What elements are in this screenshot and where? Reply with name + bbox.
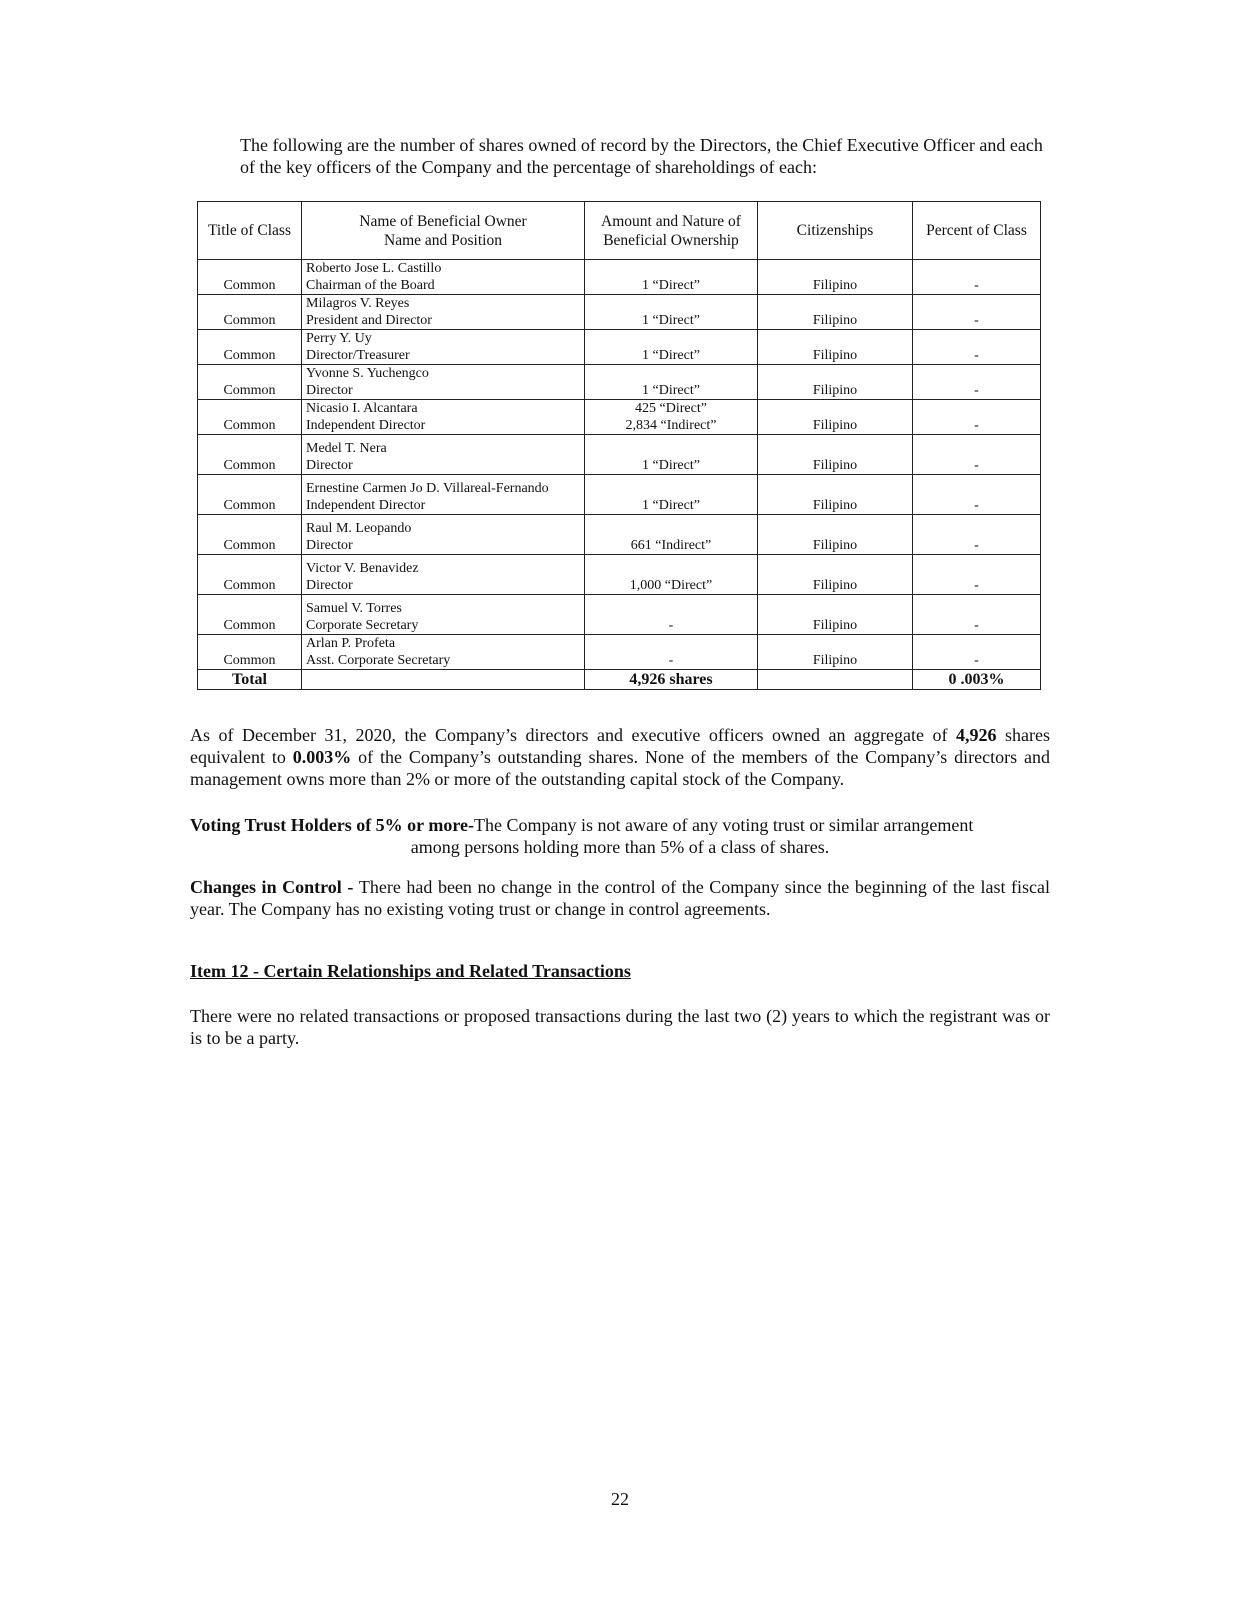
- citizenship-cell: Filipino: [758, 595, 913, 635]
- amount-indirect: 2,834 “Indirect”: [625, 418, 717, 433]
- amount-direct: 425 “Direct”: [635, 401, 707, 416]
- percent-cell: -: [913, 365, 1041, 400]
- percent-cell: -: [913, 515, 1041, 555]
- voting-trust-line2: among persons holding more than 5% of a class of shares.: [410, 837, 830, 857]
- amount-cell: 1,000 “Direct”: [585, 555, 758, 595]
- total-percent: 0 .003%: [913, 670, 1041, 690]
- header-name-line2: Name and Position: [384, 231, 502, 249]
- owner-name: Arlan P. Profeta: [306, 636, 396, 651]
- total-row: [198, 670, 1041, 690]
- amount-cell: 1 “Direct”: [585, 435, 758, 475]
- owner-cell: [302, 635, 585, 670]
- owner-cell: [302, 365, 585, 400]
- owner-name: Perry Y. Uy: [306, 331, 372, 346]
- table-row: [198, 260, 1041, 295]
- aggregate-text-2: shares equivalent to: [190, 725, 1051, 767]
- owner-cell: [302, 330, 585, 365]
- citizenship-cell: Filipino: [758, 555, 913, 595]
- amount-cell: -: [585, 635, 758, 670]
- owner-name: Nicasio I. Alcantara: [306, 401, 418, 416]
- owner-position: Director: [306, 458, 353, 473]
- table-row: [198, 400, 1041, 435]
- citizenship-cell: Filipino: [758, 475, 913, 515]
- percent-cell: -: [913, 295, 1041, 330]
- class-cell: Common: [198, 635, 302, 670]
- owner-cell: [302, 435, 585, 475]
- citizenship-cell: Filipino: [758, 635, 913, 670]
- citizenship-cell: Filipino: [758, 435, 913, 475]
- owner-position: Independent Director: [306, 498, 426, 513]
- header-name-line1: Name of Beneficial Owner: [359, 212, 527, 230]
- table-row: [198, 475, 1041, 515]
- citizenship-cell: Filipino: [758, 400, 913, 435]
- total-label: Total: [198, 670, 302, 690]
- aggregate-paragraph: [190, 724, 1050, 790]
- owner-cell: [302, 595, 585, 635]
- voting-trust-line1: The Company is not aware of any voting trust or similar arrangement: [474, 815, 974, 835]
- citizenship-cell: Filipino: [758, 365, 913, 400]
- total-amount: 4,926 shares: [585, 670, 758, 690]
- owner-position: Independent Director: [306, 418, 426, 433]
- class-cell: Common: [198, 260, 302, 295]
- table-row: [198, 515, 1041, 555]
- class-cell: Common: [198, 555, 302, 595]
- total-empty-cell: [302, 670, 585, 690]
- amount-cell: 1 “Direct”: [585, 295, 758, 330]
- owner-position: Director: [306, 383, 353, 398]
- percent-cell: -: [913, 475, 1041, 515]
- table-row: [198, 330, 1041, 365]
- amount-cell: 1 “Direct”: [585, 330, 758, 365]
- class-cell: Common: [198, 330, 302, 365]
- owner-position: President and Director: [306, 313, 432, 328]
- header-amount: Amount and Nature of Beneficial Ownership: [585, 202, 758, 260]
- intro-paragraph: The following are the number of shares owned of record by the Directors, the Chief Executive Officer and each of the key officers of the Company and the percentage of shareholdings of each:: [240, 135, 1043, 177]
- class-cell: Common: [198, 400, 302, 435]
- table-row: [198, 295, 1041, 330]
- percent-cell: -: [913, 260, 1041, 295]
- amount-cell: 1 “Direct”: [585, 260, 758, 295]
- amount-cell: -: [585, 595, 758, 635]
- owner-name: Medel T. Nera: [306, 441, 387, 456]
- total-empty-cell: [758, 670, 913, 690]
- table-row: [198, 635, 1041, 670]
- owner-cell: [302, 475, 585, 515]
- header-citizenship: Citizenships: [758, 202, 913, 260]
- header-percent: Percent of Class: [913, 202, 1041, 260]
- table-row: [198, 435, 1041, 475]
- ownership-table: [197, 201, 1041, 690]
- percent-cell: -: [913, 400, 1041, 435]
- owner-position: Director: [306, 538, 353, 553]
- table-header-row: [198, 202, 1041, 260]
- class-cell: Common: [198, 295, 302, 330]
- owner-name: Milagros V. Reyes: [306, 296, 410, 311]
- owner-position: Director: [306, 578, 353, 593]
- related-transactions-paragraph: There were no related transactions or proposed transactions during the last two (2) years to which the registrant was or is to be a party.: [190, 1006, 1050, 1048]
- citizenship-cell: Filipino: [758, 260, 913, 295]
- changes-control-paragraph: [190, 876, 1050, 920]
- table-row: [198, 365, 1041, 400]
- percent-cell: -: [913, 435, 1041, 475]
- citizenship-cell: Filipino: [758, 330, 913, 365]
- aggregate-percent: 0.003%: [292, 747, 352, 767]
- voting-trust-paragraph: [190, 814, 1050, 858]
- owner-cell: [302, 400, 585, 435]
- owner-cell: [302, 555, 585, 595]
- owner-position: Director/Treasurer: [306, 348, 410, 363]
- table-row: [198, 595, 1041, 635]
- owner-cell: [302, 515, 585, 555]
- owner-cell: [302, 295, 585, 330]
- item-12-heading: Item 12 - Certain Relationships and Related Transactions: [190, 961, 631, 981]
- owner-name: Samuel V. Torres: [306, 601, 402, 616]
- owner-position: Corporate Secretary: [306, 618, 419, 633]
- percent-cell: -: [913, 595, 1041, 635]
- aggregate-text-3: of the Company’s outstanding shares. None of the members of the Company’s directors and management owns more than 2% or more of the outstanding capital stock of the Company.: [190, 747, 1050, 789]
- page-number: 22: [611, 1489, 629, 1509]
- owner-name: Victor V. Benavidez: [306, 561, 419, 576]
- amount-cell: [585, 400, 758, 435]
- amount-cell: 1 “Direct”: [585, 365, 758, 400]
- owner-name: Ernestine Carmen Jo D. Villareal-Fernando: [306, 481, 549, 496]
- class-cell: Common: [198, 365, 302, 400]
- class-cell: Common: [198, 515, 302, 555]
- citizenship-cell: Filipino: [758, 295, 913, 330]
- table-row: [198, 555, 1041, 595]
- header-name-position: [302, 202, 585, 260]
- owner-name: Roberto Jose L. Castillo: [306, 261, 442, 276]
- percent-cell: -: [913, 330, 1041, 365]
- class-cell: Common: [198, 595, 302, 635]
- owner-name: Raul M. Leopando: [306, 521, 412, 536]
- amount-cell: 1 “Direct”: [585, 475, 758, 515]
- changes-control-text: There had been no change in the control of the Company since the beginning of the last fiscal year. The Company has no existing voting trust or change in control agreements.: [190, 877, 1050, 919]
- amount-cell: 661 “Indirect”: [585, 515, 758, 555]
- aggregate-text-1: As of December 31, 2020, the Company’s directors and executive officers owned an aggregate of: [190, 725, 957, 745]
- class-cell: Common: [198, 475, 302, 515]
- owner-name: Yvonne S. Yuchengco: [306, 366, 429, 381]
- aggregate-shares: 4,926: [956, 725, 997, 745]
- owner-cell: [302, 260, 585, 295]
- owner-position: Chairman of the Board: [306, 278, 435, 293]
- citizenship-cell: Filipino: [758, 515, 913, 555]
- changes-control-heading: Changes in Control -: [190, 877, 359, 897]
- header-title-of-class: Title of Class: [198, 202, 302, 260]
- percent-cell: -: [913, 555, 1041, 595]
- owner-position: Asst. Corporate Secretary: [306, 653, 451, 668]
- percent-cell: -: [913, 635, 1041, 670]
- voting-trust-heading: Voting Trust Holders of 5% or more-: [190, 815, 474, 835]
- class-cell: Common: [198, 435, 302, 475]
